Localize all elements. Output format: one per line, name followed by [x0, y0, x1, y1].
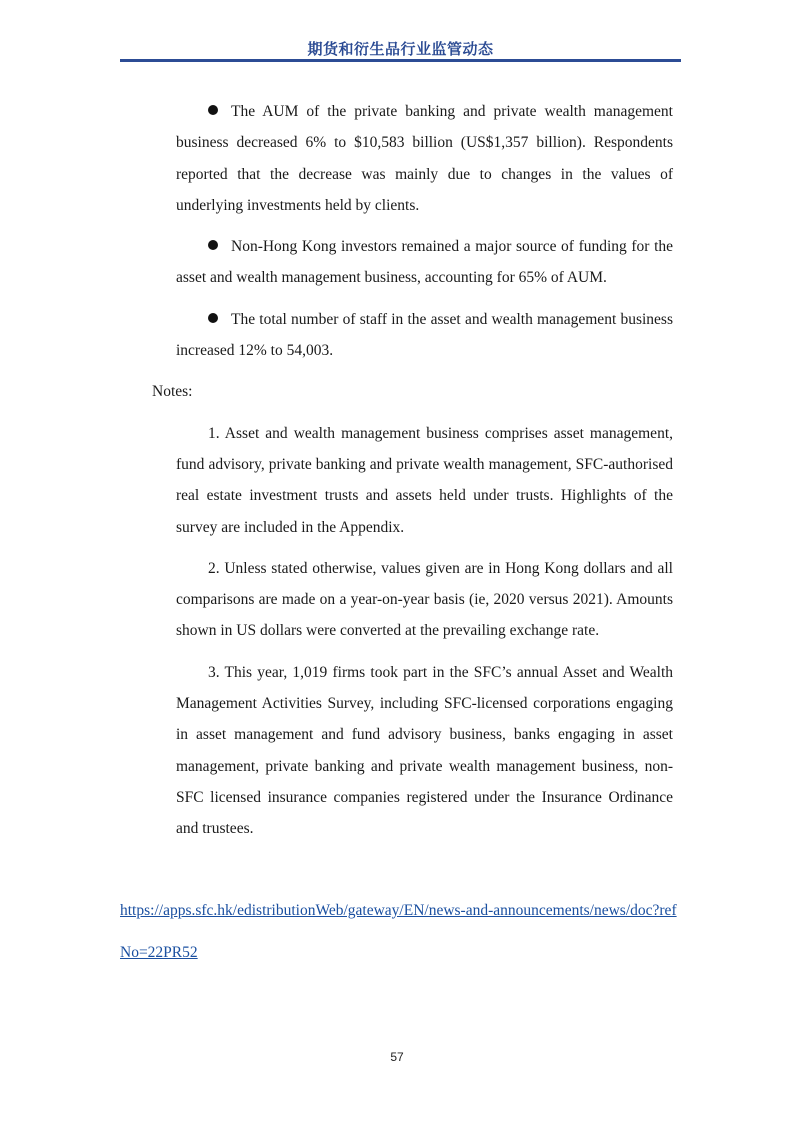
- note-item: 1. Asset and wealth management business comprises asset management, fund advisory, private banking and private wealth management, SFC-authorised real estate investment trusts and assets held under trusts. Highlights of the survey are included in the Appendix.: [176, 424, 673, 536]
- bullet-text: The total number of staff in the asset and wealth management business increased 12% to 54,003.: [176, 310, 673, 360]
- bullet-paragraph: [176, 304, 673, 367]
- notes-heading: Notes:: [152, 383, 193, 401]
- bullet-icon: [208, 313, 218, 323]
- source-link[interactable]: https://apps.sfc.hk/edistributionWeb/gateway/EN/news-and-announcements/news/doc?refNo=22PR52: [120, 902, 677, 961]
- document-body: [152, 96, 673, 855]
- bullet-paragraph: [176, 231, 673, 294]
- page-header-title: 期货和衍生品行业监管动态: [307, 40, 494, 58]
- source-link-block: [120, 890, 680, 974]
- bullet-text: The AUM of the private banking and private wealth management business decreased 6% to $10,583 billion (US$1,357 billion). Respondents reported that the decrease was mainly due to changes in the values of underlying investments held by clients.: [176, 103, 673, 214]
- header-divider: [120, 59, 681, 62]
- page-number: 57: [390, 1050, 404, 1064]
- bullet-text: Non-Hong Kong investors remained a major source of funding for the asset and wealth management business, accounting for 65% of AUM.: [176, 238, 673, 287]
- bullet-icon: [208, 105, 218, 115]
- note-item: 2. Unless stated otherwise, values given are in Hong Kong dollars and all comparisons are made on a year-on-year basis (ie, 2020 versus 2021). Amounts shown in US dollars were converted at the prevailing exchange rate.: [176, 559, 673, 640]
- bullet-paragraph: [176, 96, 673, 221]
- bullet-icon: [208, 240, 218, 250]
- note-item: 3. This year, 1,019 firms took part in the SFC’s annual Asset and Wealth Management Activities Survey, including SFC-licensed corporations engaging in asset management and fund advisory business, banks engaging in asset management, private banking and private wealth management business, non-SFC licensed insurance companies registered under the Insurance Ordinance and trustees.: [176, 663, 673, 838]
